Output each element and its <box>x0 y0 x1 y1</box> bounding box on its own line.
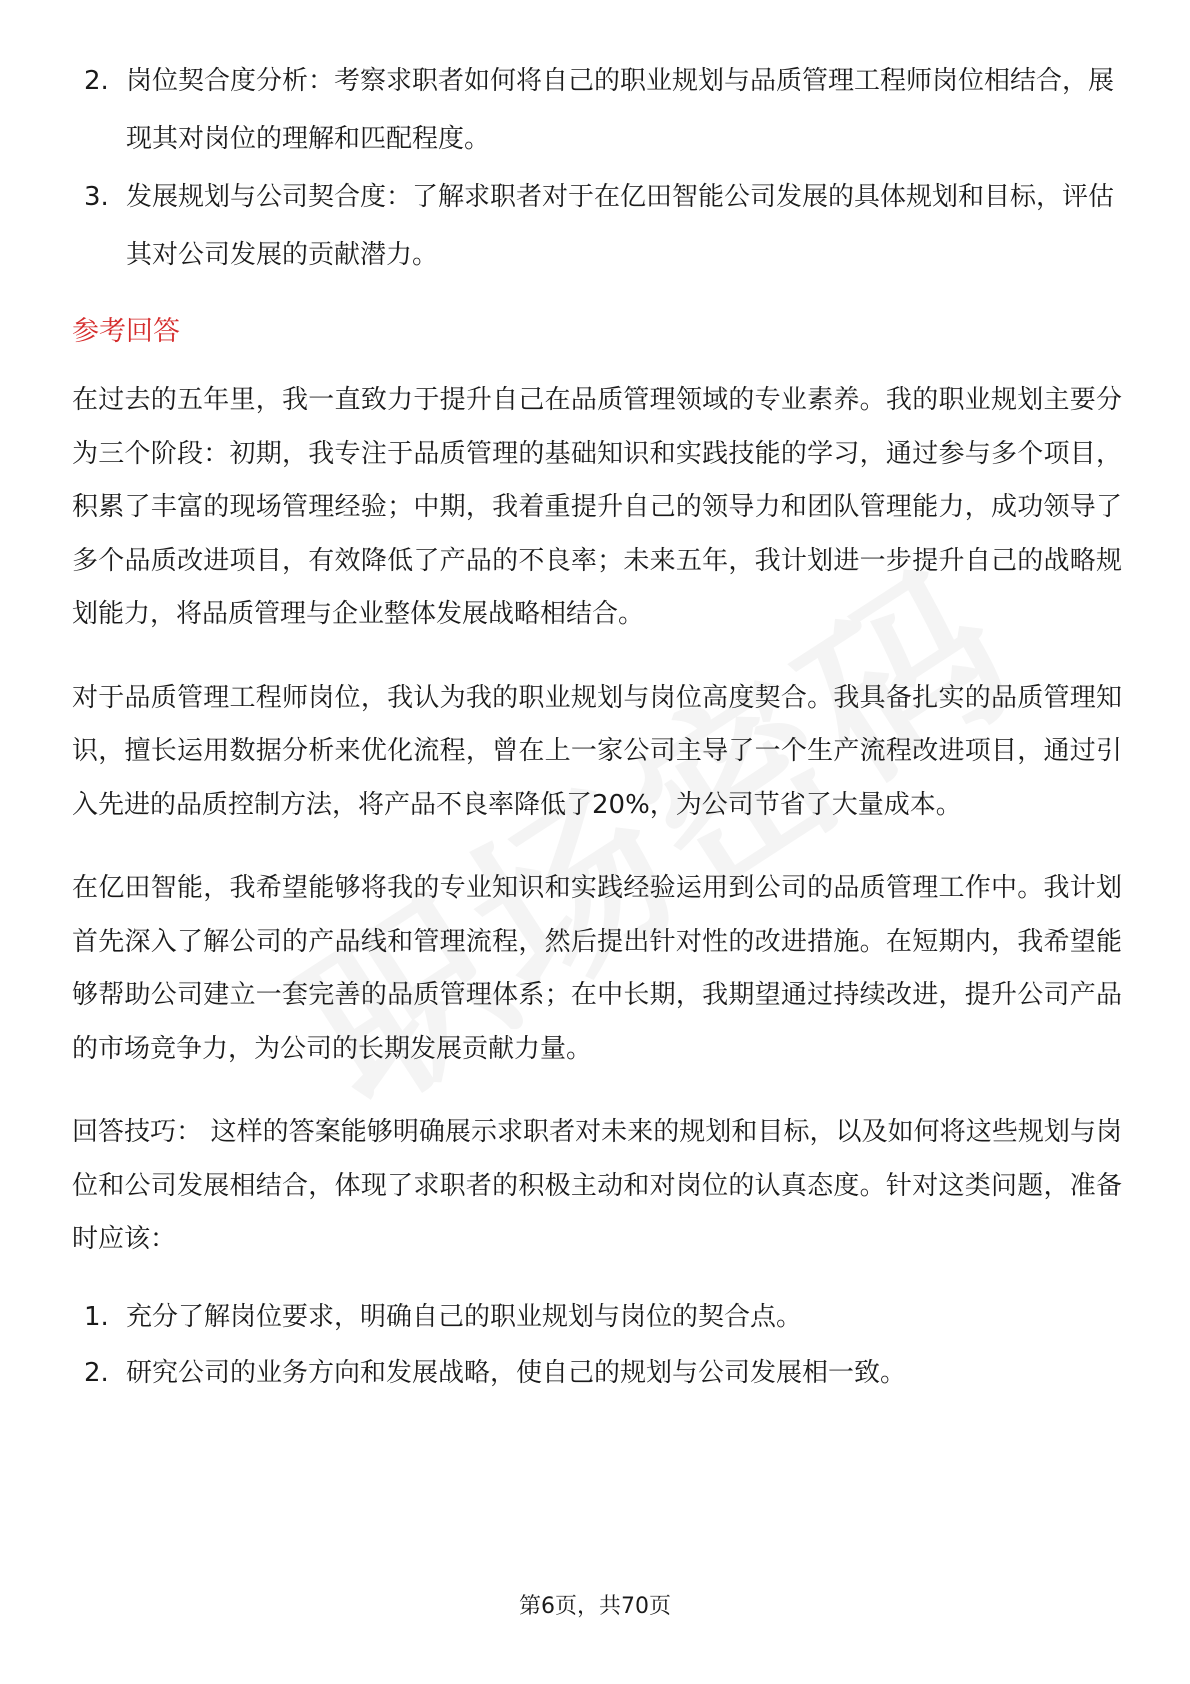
list-item-text: 发展规划与公司契合度：了解求职者对于在亿田智能公司发展的具体规划和目标，评估其对公司发展的贡献潜力。 <box>126 182 1115 270</box>
list-item-text: 充分了解岗位要求，明确自己的职业规划与岗位的契合点。 <box>126 1301 803 1332</box>
answer-paragraph: 在亿田智能，我希望能够将我的专业知识和实践经验运用到公司的品质管理工作中。我计划首先深入了解公司的产品线和管理流程，然后提出针对性的改进措施。在短期内，我希望能够帮助公司建立一套完善的品质管理体系；在中长期，我期望通过持续改进，提升公司产品的市场竞争力，为公司的长期发展贡献力量。 <box>72 873 1122 1064</box>
list-item <box>72 1289 1122 1345</box>
answer-paragraph: 对于品质管理工程师岗位，我认为我的职业规划与岗位高度契合。我具备扎实的品质管理知识，擅长运用数据分析来优化流程，曾在上一家公司主导了一个生产流程改进项目，通过引入先进的品质控制方法，将产品不良率降低了20%，为公司节省了大量成本。 <box>72 682 1122 820</box>
list-item <box>72 1345 1122 1401</box>
list-item-text: 岗位契合度分析：考察求职者如何将自己的职业规划与品质管理工程师岗位相结合，展现其对岗位的理解和匹配程度。 <box>126 66 1115 154</box>
page-content <box>72 52 1122 1401</box>
list-item-number: 2. <box>84 1357 109 1388</box>
page-number: 第6页，共70页 <box>519 1594 671 1619</box>
tips-list <box>72 1289 1122 1401</box>
list-item-number: 1. <box>84 1301 109 1332</box>
list-item-number: 2. <box>84 66 109 96</box>
list-item-text: 研究公司的业务方向和发展战略，使自己的规划与公司发展相一致。 <box>126 1357 907 1388</box>
tips-paragraph: 回答技巧： 这样的答案能够明确展示求职者对未来的规划和目标，以及如何将这些规划与岗位和公司发展相结合，体现了求职者的积极主动和对岗位的认真态度。针对这类问题，准备时应该： <box>72 1117 1122 1254</box>
answer-paragraph: 在过去的五年里，我一直致力于提升自己在品质管理领域的专业素养。我的职业规划主要分为三个阶段：初期，我专注于品质管理的基础知识和实践技能的学习，通过参与多个项目，积累了丰富的现场管理经验；中期，我着重提升自己的领导力和团队管理能力，成功领导了多个品质改进项目，有效降低了产品的不良率；未来五年，我计划进一步提升自己的战略规划能力，将品质管理与企业整体发展战略相结合。 <box>72 385 1122 629</box>
criteria-list <box>72 52 1122 284</box>
section-heading: 参考回答 <box>72 316 180 347</box>
list-item <box>72 168 1122 284</box>
list-item <box>72 52 1122 168</box>
list-item-number: 3. <box>84 182 109 212</box>
